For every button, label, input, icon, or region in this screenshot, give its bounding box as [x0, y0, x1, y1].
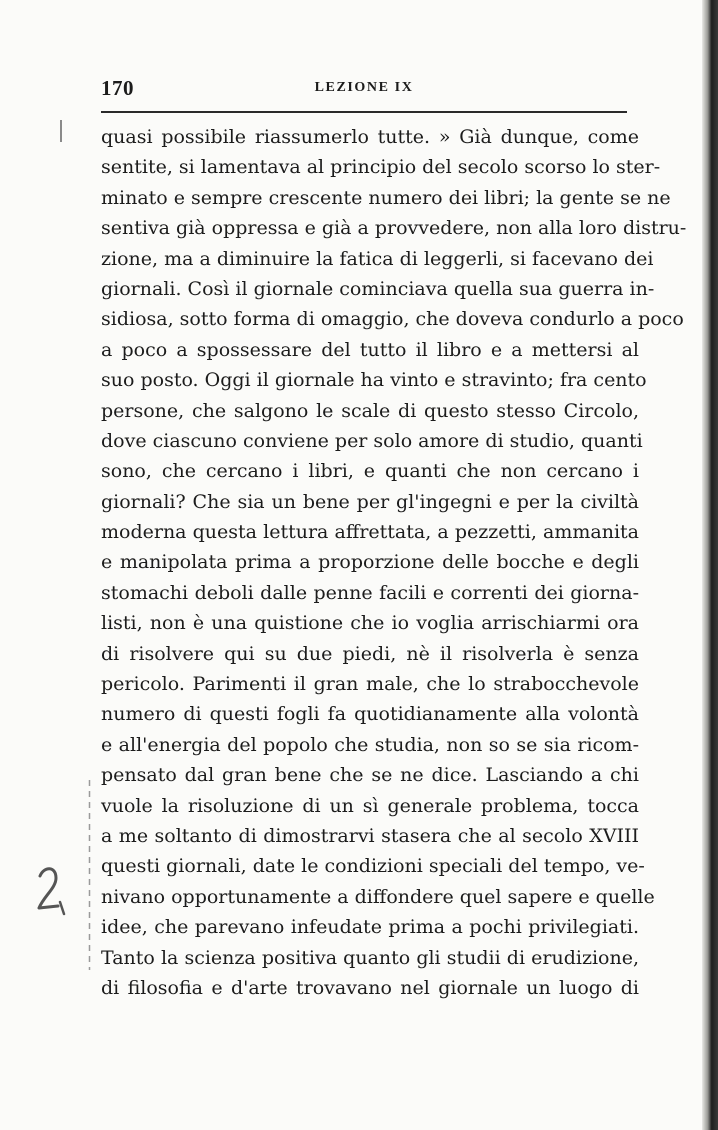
text-line: idee, che parevano infeudate prima a pochi privilegiati. [101, 916, 639, 939]
text-line: vuole la risoluzione di un sì generale problema, tocca [101, 794, 639, 817]
header-rule [101, 111, 627, 113]
text-line: e manipolata prima a proporzione delle bocche e degli [101, 551, 639, 574]
text-line: giornali? Che sia un bene per gl'ingegni e per la civiltà [101, 490, 639, 513]
running-title: LEZIONE IX [314, 80, 414, 95]
text-line: giornali. Così il giornale cominciava quella sua guerra in- [101, 277, 655, 300]
book-spine-edge [702, 0, 718, 1130]
text-line: suo posto. Oggi il giornale ha vinto e stravinto; fra cento [101, 369, 647, 392]
text-line: sono, che cercano i libri, e quanti che non cercano i [101, 460, 639, 483]
text-line: sidiosa, sotto forma di omaggio, che doveva condurlo a poco [101, 308, 684, 331]
margin-handwritten-note [30, 862, 70, 922]
text-line: pericolo. Parimenti il gran male, che lo strabocchevole [101, 673, 639, 696]
text-line: stomachi deboli dalle penne facili e correnti dei giorna- [101, 581, 639, 604]
text-line: quasi possibile riassumerlo tutte. » Già dunque, come [101, 126, 639, 148]
page-header [101, 76, 627, 106]
text-line: questi giornali, date le condizioni speciali del tempo, ve- [101, 855, 645, 878]
handwritten-two-icon [30, 862, 70, 922]
text-line: moderna questa lettura affrettata, a pezzetti, ammanita [101, 521, 639, 544]
text-line: Tanto la scienza positiva quanto gli studii di erudizione, [101, 946, 639, 969]
text-line: e all'energia del popolo che studia, non so se sia ricom- [101, 733, 639, 756]
text-line: di filosofia e d'arte trovavano nel giornale un luogo di [101, 976, 639, 999]
page-number: 170 [101, 76, 134, 100]
body-text [101, 122, 687, 1003]
margin-pencil-bracket [88, 780, 91, 970]
text-line: zione, ma a diminuire la fatica di leggerli, si facevano dei [101, 247, 654, 270]
text-line: sentite, si lamentava al principio del secolo scorso lo ster- [101, 156, 661, 179]
text-line: di risolvere qui su due piedi, nè il risolverla è senza [101, 642, 639, 665]
text-line: nivano opportunamente a diffondere quel sapere e quelle [101, 885, 655, 908]
text-line: sentiva già oppressa e già a provvedere, non alla loro distru- [101, 217, 687, 240]
text-line: listi, non è una quistione che io voglia arrischiarmi ora [101, 612, 639, 635]
text-line: minato e sempre crescente numero dei libri; la gente se ne [101, 186, 671, 209]
text-line: a poco a spossessare del tutto il libro e a mettersi al [101, 338, 639, 361]
margin-tick-mark [60, 120, 62, 142]
text-line: persone, che salgono le scale di questo stesso Circolo, [101, 399, 639, 422]
text-line: numero di questi fogli fa quotidianamente alla volontà [101, 703, 639, 726]
text-line: a me soltanto di dimostrarvi stasera che al secolo XVIII [101, 824, 639, 847]
text-line: dove ciascuno conviene per solo amore di studio, quanti [101, 429, 643, 452]
text-line: pensato dal gran bene che se ne dice. Lasciando a chi [101, 764, 639, 787]
